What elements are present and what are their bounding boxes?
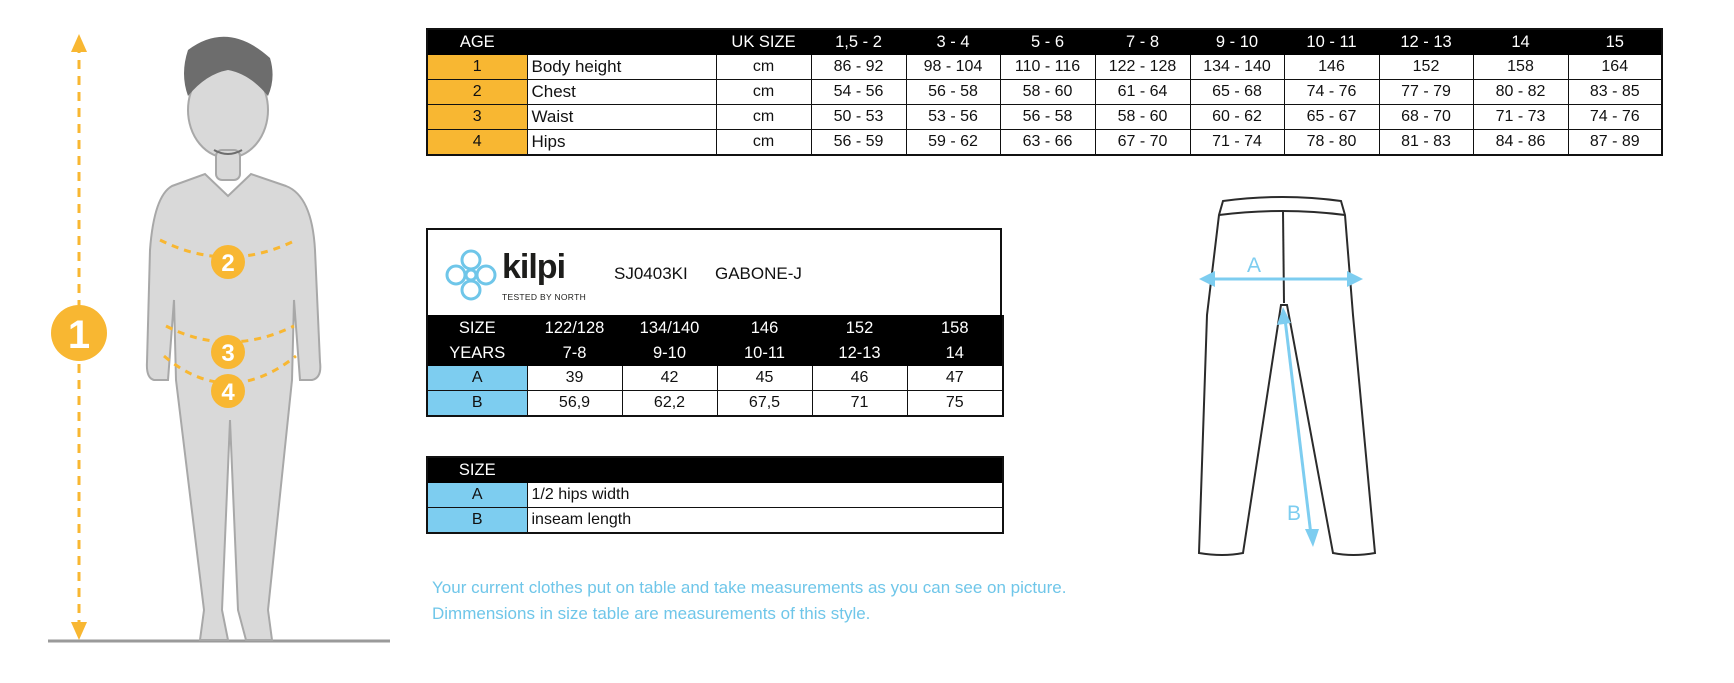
note-line-1: Your current clothes put on table and take measurements as you can see on picture. — [432, 578, 1067, 597]
measure-value: 58 - 60 — [1000, 80, 1095, 105]
product-head-value: 14 — [907, 341, 1003, 366]
measure-unit: cm — [716, 105, 811, 130]
product-header — [426, 228, 1002, 317]
pants-figure — [1185, 195, 1385, 565]
svg-text:1: 1 — [67, 313, 91, 357]
product-name: GABONE-J — [715, 264, 802, 283]
product-measure-value: 75 — [907, 391, 1003, 417]
measure-number: 2 — [427, 80, 527, 105]
legend-row — [427, 483, 1003, 508]
measure-value: 59 - 62 — [906, 130, 1000, 156]
product-measure-label: A — [427, 366, 527, 391]
header-cell: UK SIZE — [716, 29, 811, 55]
size-table — [426, 28, 1663, 156]
header-cell: AGE — [427, 29, 527, 55]
legend-text-b: inseam length — [527, 508, 1003, 534]
measure-value: 50 - 53 — [811, 105, 906, 130]
header-cell: 12 - 13 — [1379, 29, 1473, 55]
measure-value: 56 - 58 — [1000, 105, 1095, 130]
measure-unit: cm — [716, 55, 811, 80]
measure-value: 78 - 80 — [1284, 130, 1379, 156]
measure-label: Waist — [527, 105, 716, 130]
marker-1 — [51, 305, 107, 361]
product-measure-row — [427, 391, 1003, 417]
header-cell: 5 - 6 — [1000, 29, 1095, 55]
measure-label: Chest — [527, 80, 716, 105]
product-measure-value: 46 — [812, 366, 907, 391]
measure-value: 152 — [1379, 55, 1473, 80]
legend-label-b: B — [427, 508, 527, 534]
measure-unit: cm — [716, 80, 811, 105]
measure-value: 84 - 86 — [1473, 130, 1568, 156]
header-cell — [527, 29, 716, 55]
measure-value: 63 - 66 — [1000, 130, 1095, 156]
measure-value: 65 - 68 — [1190, 80, 1284, 105]
size-table-row — [427, 105, 1662, 130]
product-head-value: 146 — [717, 316, 812, 341]
measure-value: 53 - 56 — [906, 105, 1000, 130]
header-cell: 14 — [1473, 29, 1568, 55]
measure-number: 4 — [427, 130, 527, 156]
product-years-row — [427, 341, 1003, 366]
product-head-value: 10-11 — [717, 341, 812, 366]
brand-tagline: TESTED BY NORTH — [502, 292, 587, 302]
legend-table — [426, 456, 1004, 534]
size-table-row — [427, 130, 1662, 156]
measure-value: 134 - 140 — [1190, 55, 1284, 80]
kilpi-logo-icon — [442, 246, 500, 304]
measure-value: 110 - 116 — [1000, 55, 1095, 80]
measure-value: 80 - 82 — [1473, 80, 1568, 105]
product-row-label: YEARS — [427, 341, 527, 366]
svg-text:2: 2 — [221, 250, 235, 277]
marker-3 — [211, 335, 245, 369]
product-head-value: 134/140 — [622, 316, 717, 341]
size-table-row — [427, 80, 1662, 105]
header-cell: 1,5 - 2 — [811, 29, 906, 55]
legend-row — [427, 508, 1003, 534]
measure-value: 98 - 104 — [906, 55, 1000, 80]
measure-value: 58 - 60 — [1095, 105, 1190, 130]
legend-header-row — [427, 457, 1003, 483]
product-measure-value: 71 — [812, 391, 907, 417]
measure-value: 74 - 76 — [1568, 105, 1662, 130]
product-head-value: 7-8 — [527, 341, 622, 366]
measure-value: 60 - 62 — [1190, 105, 1284, 130]
legend-header: SIZE — [427, 457, 527, 483]
header-cell: 15 — [1568, 29, 1662, 55]
measure-value: 56 - 59 — [811, 130, 906, 156]
child-measurement-figure — [0, 0, 420, 683]
measure-label: Hips — [527, 130, 716, 156]
product-head-value: 9-10 — [622, 341, 717, 366]
measure-value: 61 - 64 — [1095, 80, 1190, 105]
legend-text-a: 1/2 hips width — [527, 483, 1003, 508]
svg-text:4: 4 — [221, 379, 235, 406]
product-measure-value: 45 — [717, 366, 812, 391]
product-measure-value: 67,5 — [717, 391, 812, 417]
measure-label: Body height — [527, 55, 716, 80]
product-measure-row — [427, 366, 1003, 391]
measurement-notes — [432, 575, 1066, 627]
note-line-2: Dimmensions in size table are measurements of this style. — [432, 604, 871, 623]
header-cell: 9 - 10 — [1190, 29, 1284, 55]
measure-number: 1 — [427, 55, 527, 80]
measure-value: 54 - 56 — [811, 80, 906, 105]
measure-value: 71 - 74 — [1190, 130, 1284, 156]
product-row-label: SIZE — [427, 316, 527, 341]
product-size-row — [427, 316, 1003, 341]
brand-name: kilpi — [502, 248, 566, 286]
marker-2 — [211, 245, 245, 279]
measure-value: 146 — [1284, 55, 1379, 80]
measure-unit: cm — [716, 130, 811, 156]
header-cell: 7 - 8 — [1095, 29, 1190, 55]
product-code: SJ0403KI — [614, 264, 688, 283]
product-head-value: 158 — [907, 316, 1003, 341]
measure-value: 67 - 70 — [1095, 130, 1190, 156]
legend-label-a: A — [427, 483, 527, 508]
measure-value: 65 - 67 — [1284, 105, 1379, 130]
product-measure-label: B — [427, 391, 527, 417]
measure-value: 71 - 73 — [1473, 105, 1568, 130]
product-measure-value: 47 — [907, 366, 1003, 391]
measure-value: 122 - 128 — [1095, 55, 1190, 80]
size-table-header — [427, 29, 1662, 55]
marker-4 — [211, 374, 245, 408]
product-size-table — [426, 315, 1004, 417]
measure-value: 74 - 76 — [1284, 80, 1379, 105]
product-head-value: 122/128 — [527, 316, 622, 341]
svg-text:3: 3 — [221, 340, 235, 367]
header-cell: 3 - 4 — [906, 29, 1000, 55]
product-head-value: 12-13 — [812, 341, 907, 366]
measure-value: 77 - 79 — [1379, 80, 1473, 105]
product-measure-value: 56,9 — [527, 391, 622, 417]
measure-number: 3 — [427, 105, 527, 130]
product-head-value: 152 — [812, 316, 907, 341]
measure-value: 68 - 70 — [1379, 105, 1473, 130]
pants-label-b: B — [1287, 502, 1302, 525]
measure-value: 86 - 92 — [811, 55, 906, 80]
measure-value: 158 — [1473, 55, 1568, 80]
measure-value: 87 - 89 — [1568, 130, 1662, 156]
product-measure-value: 39 — [527, 366, 622, 391]
measure-value: 164 — [1568, 55, 1662, 80]
measure-value: 56 - 58 — [906, 80, 1000, 105]
measure-value: 83 - 85 — [1568, 80, 1662, 105]
pants-label-a: A — [1247, 254, 1262, 277]
measure-value: 81 - 83 — [1379, 130, 1473, 156]
product-measure-value: 62,2 — [622, 391, 717, 417]
size-table-row — [427, 55, 1662, 80]
product-measure-value: 42 — [622, 366, 717, 391]
header-cell: 10 - 11 — [1284, 29, 1379, 55]
